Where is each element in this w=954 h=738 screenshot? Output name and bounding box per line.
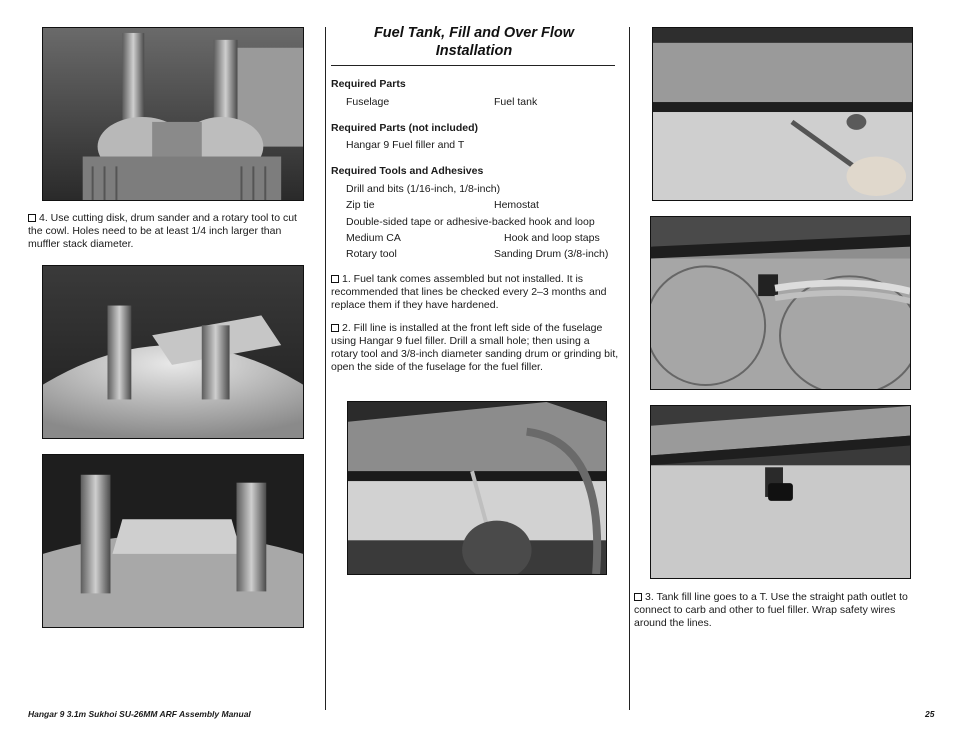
photo-cowl-holes-top — [42, 265, 304, 439]
tool-item: Hemostat — [494, 199, 539, 211]
required-tools-heading: Required Tools and Adhesives — [331, 165, 484, 177]
required-part-item: Fuselage — [346, 96, 390, 108]
tool-item: Rotary tool — [346, 248, 397, 260]
tool-item: Hook and loop staps — [504, 232, 600, 244]
column-divider-right — [629, 27, 630, 710]
tool-item: Zip tie — [346, 199, 375, 211]
photo-drilling-fuselage — [347, 401, 607, 575]
footer-manual-title: Hangar 9 3.1m Sukhoi SU-26MM ARF Assembly Manual — [28, 709, 251, 719]
section-title: Fuel Tank, Fill and Over Flow Installation — [373, 25, 575, 59]
checkbox-icon[interactable] — [28, 214, 36, 222]
photo-fuel-tee-outlet — [650, 405, 911, 579]
step-1-text: 1. Fuel tank comes assembled but not installed. It is recommended that lines be checked every 2–3 months and replace them if they have hardened. — [331, 273, 607, 311]
step-2-text: 2. Fill line is installed at the front left side of the fuselage using Hangar 9 fuel filler. Drill a small hole; then using a rotary tool and 3/8-inch diameter sanding drum or grinding bit, open the side of the fuselage for the fuel filler. — [331, 322, 619, 373]
step-4-text: 4. Use cutting disk, drum sander and a rotary tool to cut the cowl. Holes need to be at least 1/4 inch larger than muffler stack diameter. — [28, 212, 297, 250]
photo-engine-mufflers — [42, 27, 304, 201]
tool-item: Double-sided tape or adhesive-backed hook and loop — [346, 216, 595, 228]
required-part-item: Fuel tank — [494, 96, 538, 108]
required-parts-heading: Required Parts — [331, 78, 406, 90]
photo-cowl-holes-front — [42, 454, 304, 628]
photo-marking-fuselage — [652, 27, 913, 201]
checkbox-icon[interactable] — [634, 593, 642, 601]
photo-fuel-filler-line — [650, 216, 911, 390]
required-parts-not-included-heading: Required Parts (not included) — [331, 122, 479, 134]
title-underline — [331, 65, 615, 66]
tool-item: Sanding Drum (3/8-inch) — [494, 248, 609, 260]
column-divider-left — [325, 27, 326, 710]
checkbox-icon[interactable] — [331, 324, 339, 332]
step-3-text: 3. Tank fill line goes to a T. Use the straight path outlet to connect to carb and other to fuel filler. Wrap safety wires around the lines. — [634, 591, 908, 629]
checkbox-icon[interactable] — [331, 275, 339, 283]
tool-item: Drill and bits (1/16-inch, 1/8-inch) — [346, 183, 501, 195]
tool-item: Medium CA — [346, 232, 401, 244]
footer-page-number: 25 — [925, 709, 935, 719]
not-included-item: Hangar 9 Fuel filler and T — [346, 139, 465, 151]
